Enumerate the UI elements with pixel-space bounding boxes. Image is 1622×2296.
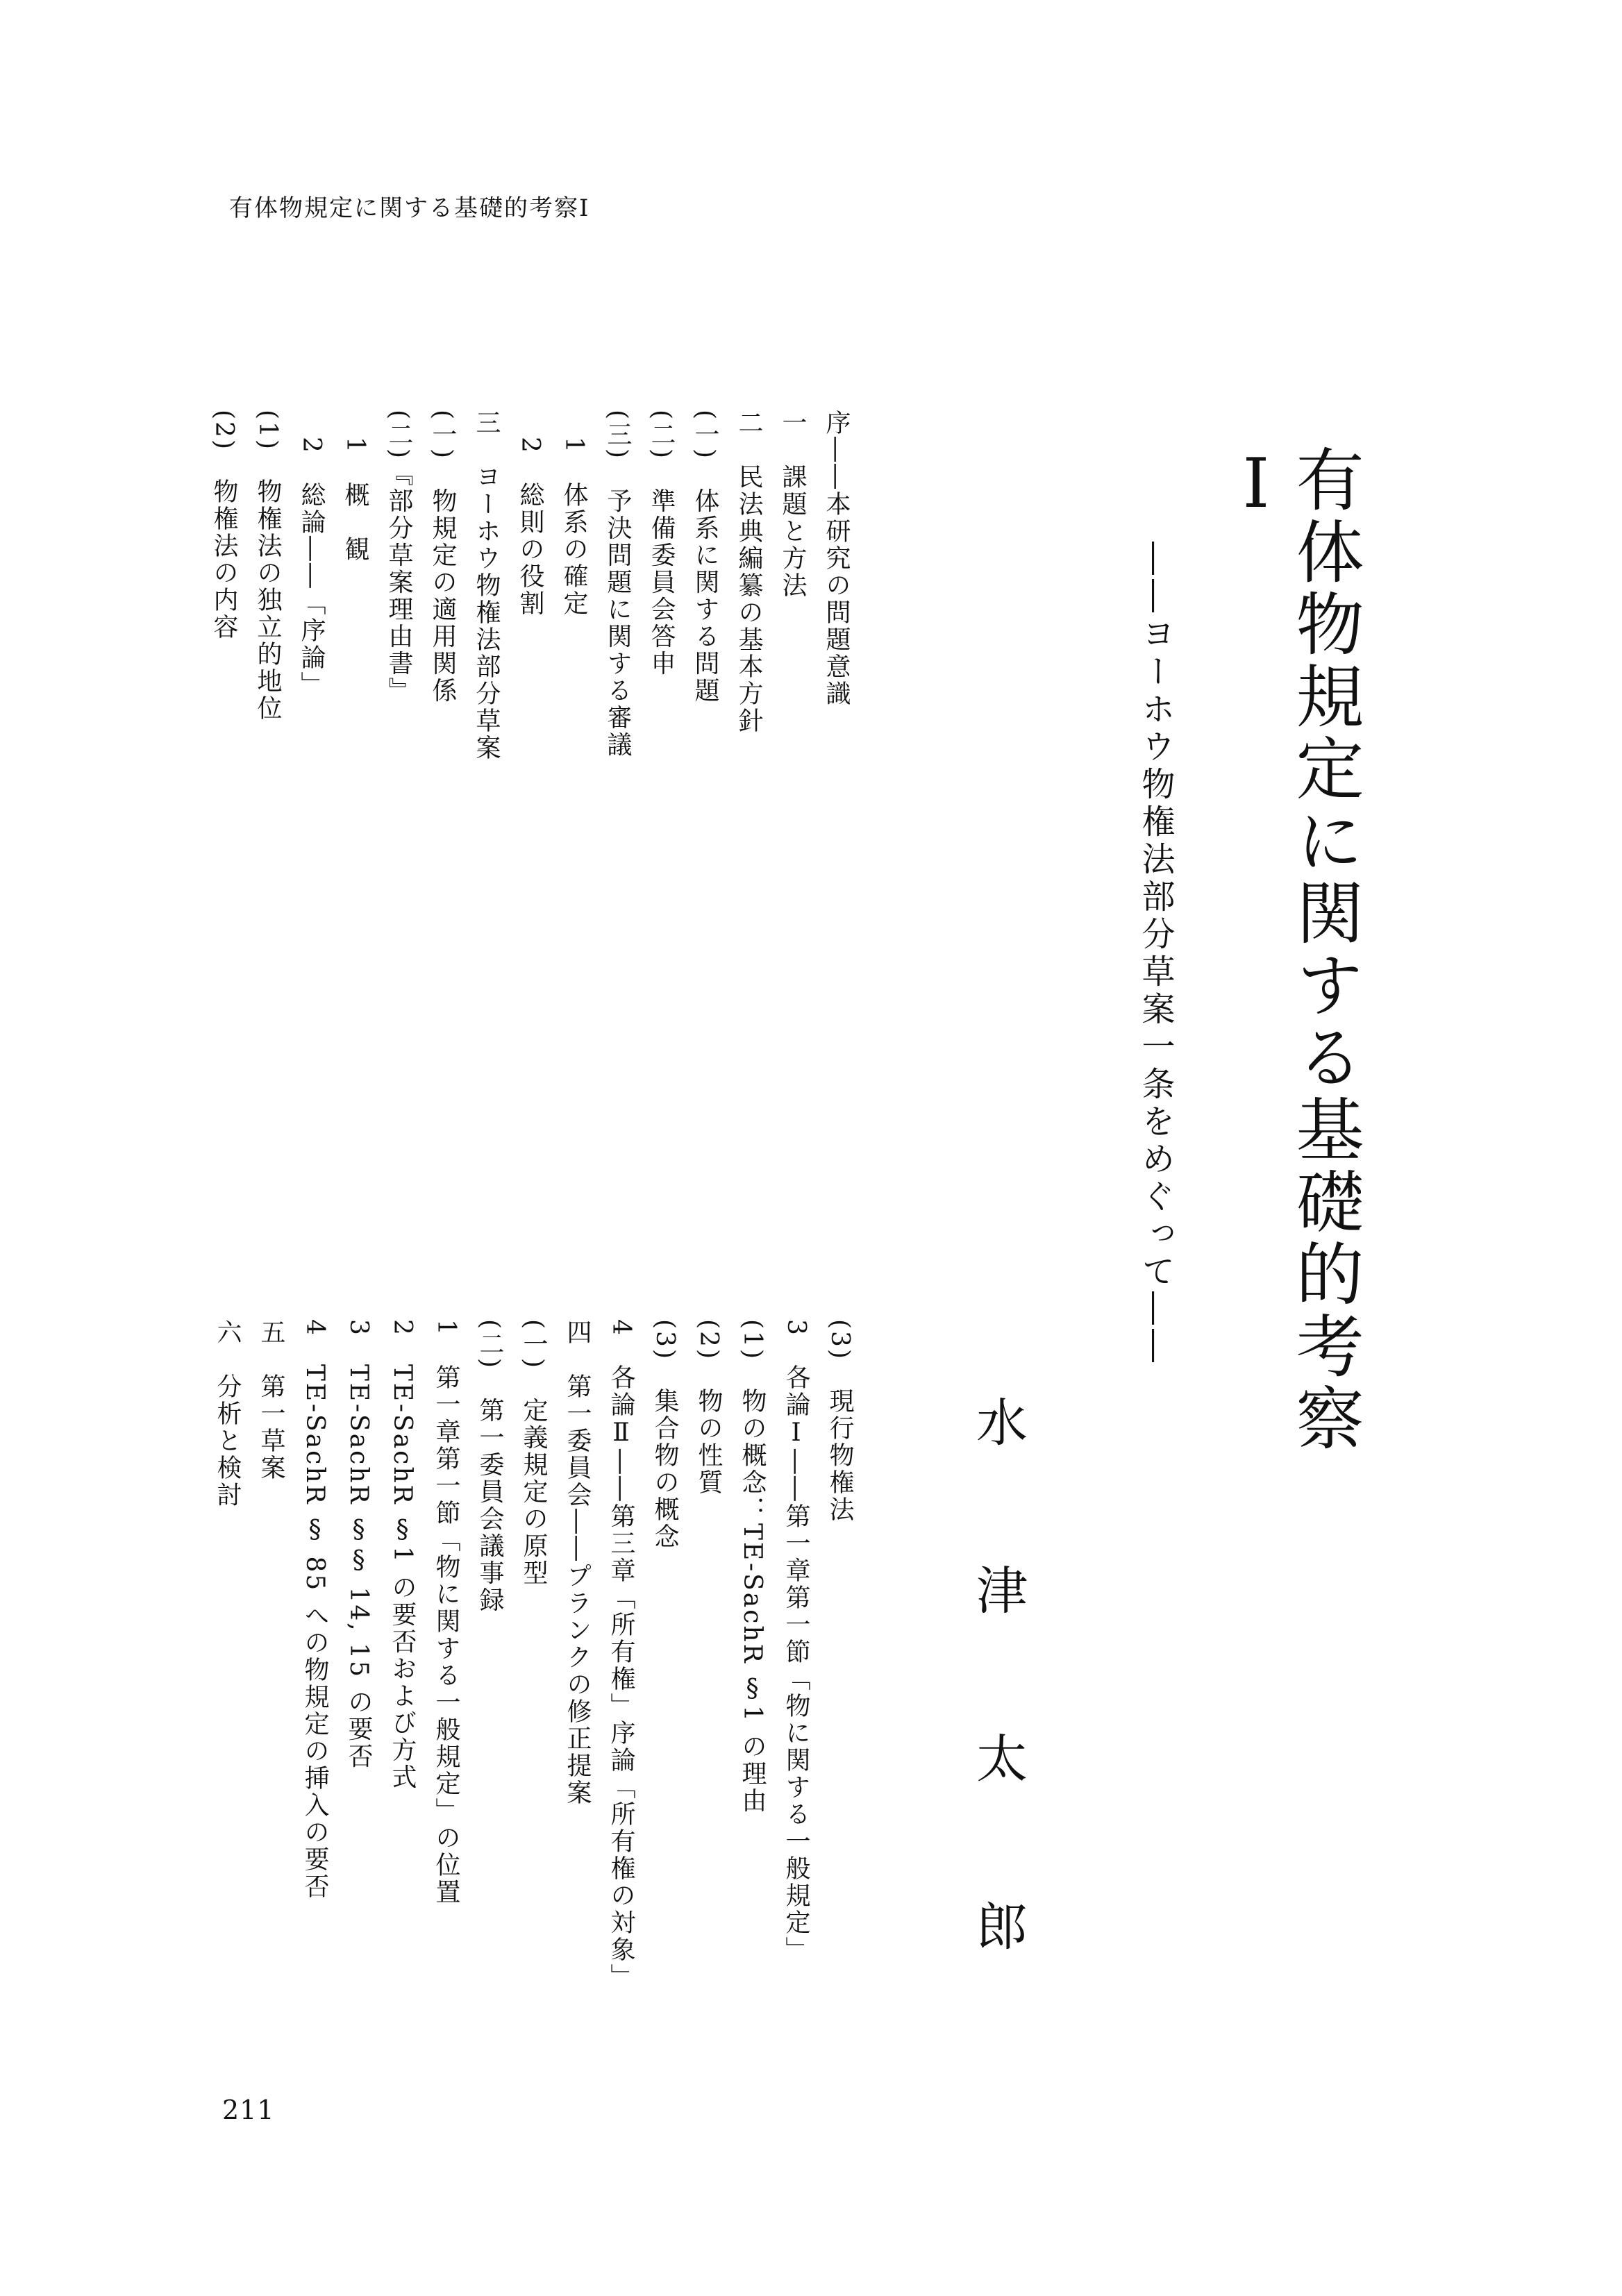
article-subtitle: ――ヨーホウ物権法部分草案一条をめぐって―― xyxy=(1136,542,1175,1366)
toc-entry: 一 課題と方法 xyxy=(778,410,807,599)
toc-entry: 4 各論Ⅱ――第三章「所有権」序論「所有権の対象」 xyxy=(607,1319,635,1991)
toc-entry: (一) 物規定の適用関係 xyxy=(428,410,457,705)
toc-entry: (二)『部分草案理由書』 xyxy=(385,410,413,705)
table-of-contents-lower xyxy=(206,1319,862,1991)
toc-entry: (2) 物の性質 xyxy=(694,1319,723,1496)
toc-entry: 三 ヨーホウ物権法部分草案 xyxy=(472,410,501,762)
table-of-contents-upper xyxy=(202,410,858,854)
toc-entry: (一) 体系に関する問題 xyxy=(691,410,719,705)
toc-entry: (1) 物の概念：TE-SachR §1 の理由 xyxy=(738,1319,767,1815)
toc-entry: (2) 物権法の内容 xyxy=(210,410,238,641)
toc-entry: 序――本研究の問題意識 xyxy=(822,410,851,707)
article-title: 有体物規定に関する基礎的考察Ⅰ xyxy=(1216,444,1364,1455)
toc-entry: 2 総論――「序論」 xyxy=(297,410,326,698)
toc-entry: 1 体系の確定 xyxy=(560,410,588,617)
toc-entry: 3 各論Ⅰ――第一章第一節「物に関する一般規定」 xyxy=(782,1319,810,1963)
toc-entry: 1 第一章第一節「物に関する一般規定」の位置 xyxy=(432,1319,460,1906)
toc-entry: (二) 第一委員会議事録 xyxy=(476,1319,504,1614)
running-head: 有体物規定に関する基礎的考察Ⅰ xyxy=(229,194,590,222)
toc-entry: (1) 物権法の独立的地位 xyxy=(253,410,282,722)
toc-entry: 3 TE-SachR §§ 14, 15 の要否 xyxy=(344,1319,373,1770)
author-char: 太 xyxy=(968,1732,1028,1783)
toc-entry: 四 第一委員会――プランクの修正提案 xyxy=(563,1319,592,1807)
toc-entry: 五 第一草案 xyxy=(257,1319,285,1482)
toc-entry: 4 TE-SachR § 85 への物規定の挿入の要否 xyxy=(301,1319,329,1900)
author-char: 郎 xyxy=(968,1900,1028,1951)
author-char: 水 xyxy=(968,1396,1028,1447)
toc-entry: (一) 定義規定の原型 xyxy=(519,1319,548,1587)
toc-entry: 二 民法典編纂の基本方針 xyxy=(735,410,763,735)
toc-entry: (3) 現行物権法 xyxy=(826,1319,854,1523)
toc-entry: 六 分析と検討 xyxy=(213,1319,242,1509)
page-number: 211 xyxy=(222,2095,275,2125)
toc-entry: 2 TE-SachR §1 の要否および方式 xyxy=(388,1319,417,1791)
author-char: 津 xyxy=(968,1564,1028,1615)
toc-entry: 1 概 観 xyxy=(341,410,369,563)
toc-entry: 2 総則の役割 xyxy=(516,410,544,617)
toc-entry: (3) 集合物の概念 xyxy=(651,1319,679,1550)
toc-entry: (二) 準備委員会答申 xyxy=(647,410,676,678)
author-name xyxy=(968,1396,1028,1951)
toc-entry: (三) 予決問題に関する審議 xyxy=(603,410,632,759)
